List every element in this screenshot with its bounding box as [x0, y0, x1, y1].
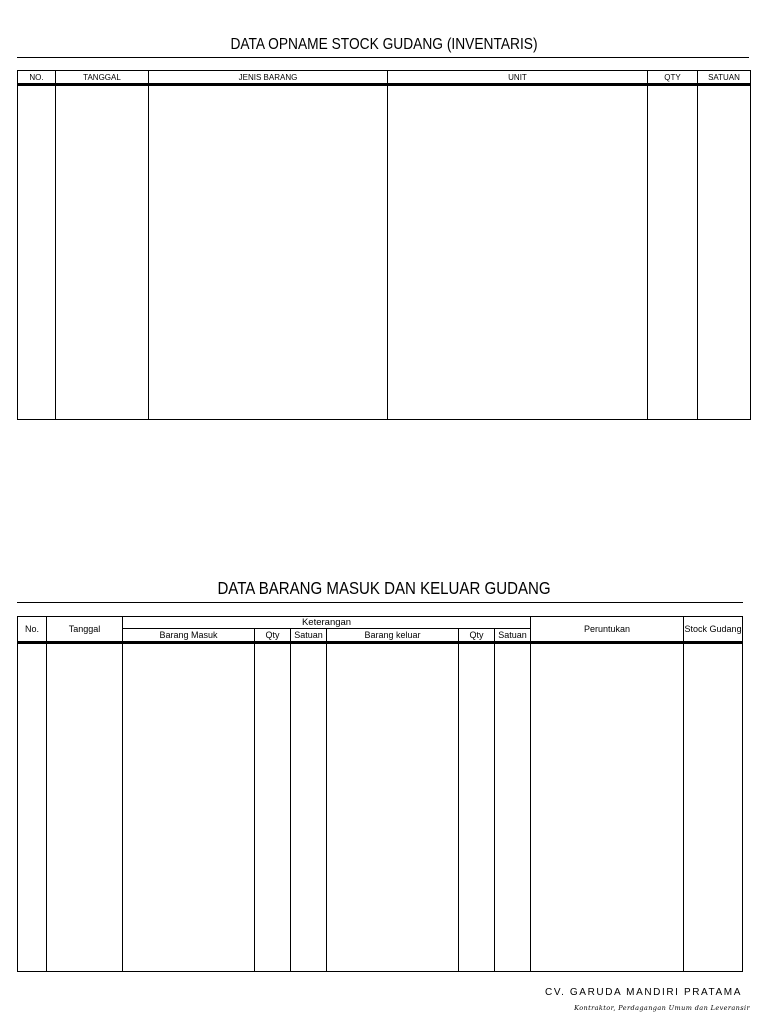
- mutasi-header-satuan-keluar: Satuan: [495, 629, 531, 643]
- mutasi-cell-satuan-masuk[interactable]: [291, 644, 327, 972]
- mutasi-cell-qty-keluar[interactable]: [459, 644, 495, 972]
- mutasi-cell-barang-masuk[interactable]: [123, 644, 255, 972]
- opname-cell-no[interactable]: [18, 86, 56, 420]
- opname-header-tanggal: TANGGAL: [56, 71, 149, 85]
- mutasi-cell-no[interactable]: [18, 644, 47, 972]
- opname-header-no: NO.: [18, 71, 56, 85]
- mutasi-header-keterangan: Keterangan: [123, 617, 531, 629]
- mutasi-cell-qty-masuk[interactable]: [255, 644, 291, 972]
- opname-cell-unit[interactable]: [388, 86, 648, 420]
- mutasi-header-stock-gudang: Stock Gudang: [684, 617, 743, 643]
- mutasi-title: DATA BARANG MASUK DAN KELUAR GUDANG: [217, 578, 551, 598]
- mutasi-title-rule: [17, 602, 743, 603]
- mutasi-header-tanggal: Tanggal: [47, 617, 123, 643]
- opname-header-satuan: SATUAN: [698, 71, 751, 85]
- opname-cell-tanggal[interactable]: [56, 86, 149, 420]
- opname-cell-jenis-barang[interactable]: [149, 86, 388, 420]
- opname-header-qty: QTY: [648, 71, 698, 85]
- mutasi-cell-satuan-keluar[interactable]: [495, 644, 531, 972]
- mutasi-header-satuan-masuk: Satuan: [291, 629, 327, 643]
- opname-title: DATA OPNAME STOCK GUDANG (INVENTARIS): [230, 36, 538, 53]
- opname-cell-satuan[interactable]: [698, 86, 751, 420]
- mutasi-cell-stock-gudang[interactable]: [684, 644, 743, 972]
- mutasi-header-qty-masuk: Qty: [255, 629, 291, 643]
- mutasi-header-barang-masuk: Barang Masuk: [123, 629, 255, 643]
- company-tagline: Kontraktor, Perdagangan Umum dan Leveransir: [574, 1004, 750, 1012]
- opname-cell-qty[interactable]: [648, 86, 698, 420]
- company-name: CV. GARUDA MANDIRI PRATAMA: [545, 987, 742, 998]
- opname-header-unit: UNIT: [388, 71, 648, 85]
- mutasi-header-barang-keluar: Barang keluar: [327, 629, 459, 643]
- mutasi-cell-peruntukan[interactable]: [531, 644, 684, 972]
- mutasi-body-row: [18, 644, 743, 972]
- opname-table: [17, 70, 751, 420]
- mutasi-table: [17, 616, 743, 972]
- mutasi-cell-barang-keluar[interactable]: [327, 644, 459, 972]
- mutasi-header-peruntukan: Peruntukan: [531, 617, 684, 643]
- mutasi-header-no: No.: [18, 617, 47, 643]
- mutasi-cell-tanggal[interactable]: [47, 644, 123, 972]
- opname-body-row: [18, 86, 751, 420]
- mutasi-header-qty-keluar: Qty: [459, 629, 495, 643]
- opname-header-jenis-barang: JENIS BARANG: [149, 71, 388, 85]
- opname-title-rule: [17, 57, 749, 58]
